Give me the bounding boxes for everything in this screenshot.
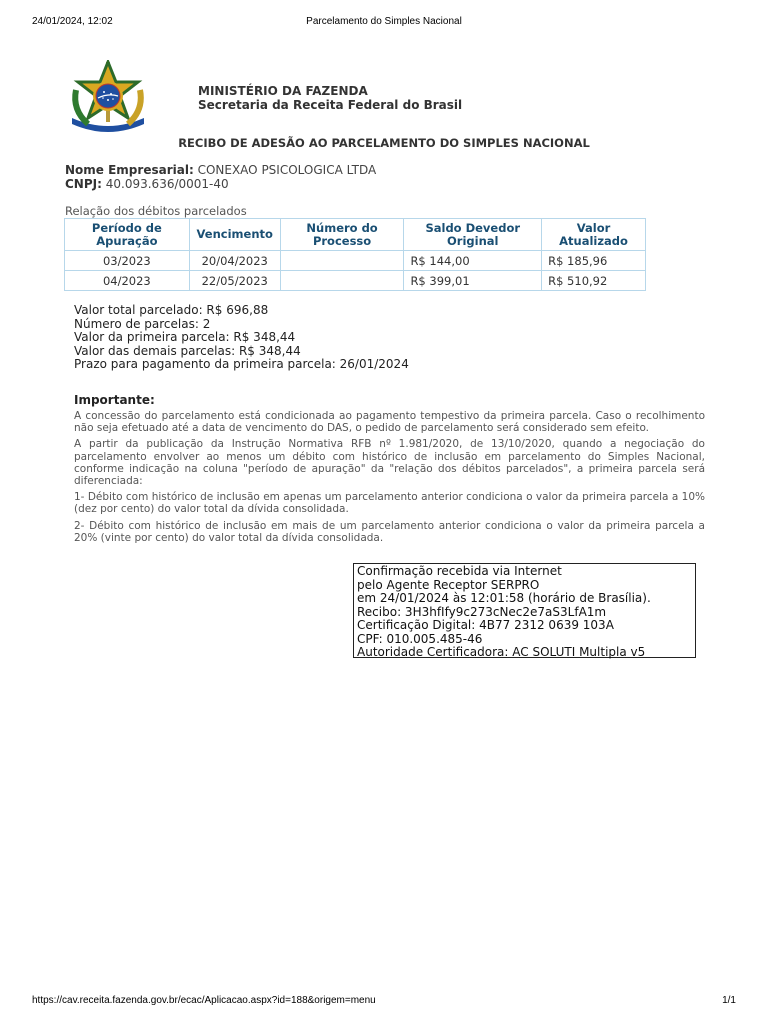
- receipt-line: Certificação Digital: 4B77 2312 0639 103A: [357, 618, 614, 632]
- installment-count: Número de parcelas: 2: [74, 316, 211, 331]
- document-title: RECIBO DE ADESÃO AO PARCELAMENTO DO SIMPLES NACIONAL: [178, 136, 590, 150]
- receipt-line: Autoridade Certificadora: AC SOLUTI Multipla v5: [357, 645, 646, 659]
- receipt-line: CPF: 010.005.485-46: [357, 631, 483, 646]
- important-paragraph: 2- Débito com histórico de inclusão em mais de um parcelamento anterior condiciona o valor da primeira parcela a 20% (vinte por cento) do valor total da dívida consolidada.: [74, 519, 705, 544]
- company-info: [65, 163, 376, 191]
- receipt-line: Confirmação recebida via Internet: [357, 564, 562, 578]
- column-header-updated-value: Valor Atualizado: [542, 219, 646, 251]
- installment-summary: [74, 304, 409, 372]
- company-name-value: CONEXAO PSICOLOGICA LTDA: [197, 163, 377, 177]
- table-header-row: [65, 219, 646, 251]
- print-footer: [32, 995, 736, 1009]
- cell-original-balance: R$ 144,00: [404, 251, 542, 271]
- important-paragraph: A concessão do parcelamento está condicionada ao pagamento tempestivo da primeira parcela. Caso o recolhimento não seja efetuado até a data de vencimento do DAS, o pedido de parcelamento será considerado sem efeito.: [74, 410, 705, 435]
- ministry-header: [198, 84, 462, 112]
- important-notes: [74, 410, 705, 548]
- cell-process-number: [280, 251, 404, 271]
- print-datetime: 24/01/2024, 12:02: [32, 16, 113, 27]
- receipt-line: em 24/01/2024 às 12:01:58 (horário de Brasília).: [357, 591, 651, 605]
- important-paragraph: 1- Débito com histórico de inclusão em apenas um parcelamento anterior condiciona o valor da primeira parcela a 10% (dez por cento) do valor total da dívida consolidada.: [74, 491, 705, 516]
- ministry-name: MINISTÉRIO DA FAZENDA: [198, 84, 368, 98]
- debts-table: [64, 218, 646, 291]
- column-header-due-date: Vencimento: [189, 219, 280, 251]
- other-installments-value: Valor das demais parcelas: R$ 348,44: [74, 343, 301, 358]
- cell-due-date: 20/04/2023: [189, 251, 280, 271]
- cell-updated-value: R$ 510,92: [542, 271, 646, 291]
- receipt-line: Recibo: 3H3hfIfy9c273cNec2e7aS3LfA1m: [357, 604, 607, 619]
- receipt-line: pelo Agente Receptor SERPRO: [357, 577, 540, 592]
- receipt-confirmation-box: [353, 563, 696, 658]
- brazil-coat-of-arms-icon: [68, 60, 148, 136]
- table-row: [65, 251, 646, 271]
- total-amount: Valor total parcelado: R$ 696,88: [74, 303, 269, 317]
- first-installment-value: Valor da primeira parcela: R$ 348,44: [74, 330, 296, 344]
- important-heading: Importante:: [74, 393, 155, 407]
- secretariat-name: Secretaria da Receita Federal do Brasil: [198, 98, 463, 112]
- cell-updated-value: R$ 185,96: [542, 251, 646, 271]
- cnpj-value: 40.093.636/0001-40: [105, 177, 229, 191]
- print-page-count: 1/1: [722, 995, 736, 1006]
- print-url: https://cav.receita.fazenda.gov.br/ecac/Aplicacao.aspx?id=188&origem=menu: [32, 995, 376, 1006]
- cell-period: 03/2023: [65, 251, 190, 271]
- cnpj-label: CNPJ:: [65, 177, 102, 191]
- table-row: [65, 271, 646, 291]
- cell-original-balance: R$ 399,01: [404, 271, 542, 291]
- company-name-label: Nome Empresarial:: [65, 163, 194, 177]
- column-header-process-number: Número do Processo: [280, 219, 404, 251]
- column-header-original-balance: Saldo Devedor Original: [404, 219, 542, 251]
- cell-period: 04/2023: [65, 271, 190, 291]
- print-header: [32, 16, 736, 30]
- column-header-period: Período de Apuração: [65, 219, 190, 251]
- first-payment-deadline: Prazo para pagamento da primeira parcela: 26/01/2024: [74, 357, 409, 371]
- cell-due-date: 22/05/2023: [189, 271, 280, 291]
- cell-process-number: [280, 271, 404, 291]
- important-paragraph: A partir da publicação da Instrução Normativa RFB nº 1.981/2020, de 13/10/2020, quando a negociação do parcelamento envolver ao menos um débito com histórico de inclusão em parcelamento do Simples Nacional, conforme indicação na coluna "período de apuração" da "relação dos débitos parcelados", a primeira parcela será diferenciada:: [74, 438, 705, 488]
- debts-caption: Relação dos débitos parcelados: [65, 204, 247, 218]
- print-page-title: Parcelamento do Simples Nacional: [306, 16, 462, 27]
